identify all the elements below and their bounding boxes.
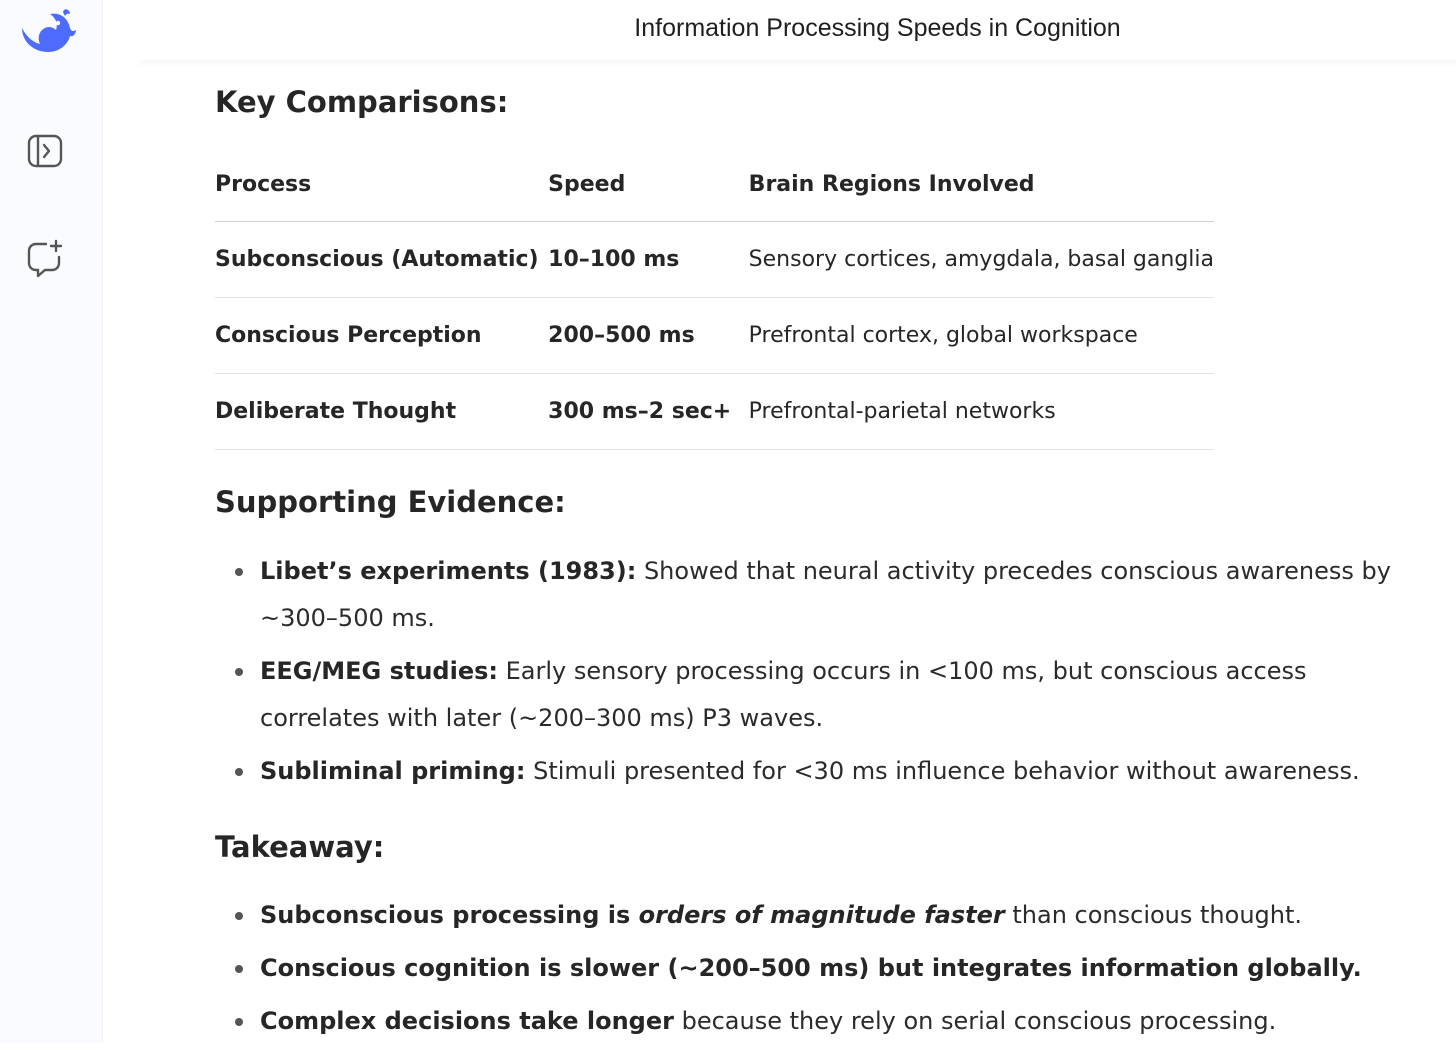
heading-takeaway: Takeaway: [215, 830, 385, 864]
table-cell: Subconscious (Automatic) [215, 222, 548, 298]
whale-logo-icon[interactable] [16, 6, 78, 56]
table-cell: Prefrontal cortex, global workspace [749, 298, 1214, 374]
list-item-bold-italic: orders of magnitude faster [638, 901, 1005, 929]
list-item-bold: EEG/MEG studies: [260, 657, 498, 685]
top-bar [103, 0, 1456, 60]
table-cell: Prefrontal-parietal networks [749, 374, 1214, 450]
new-chat-icon[interactable] [24, 237, 66, 279]
table-row [215, 222, 1214, 298]
list-item-text: because they rely on serial conscious processing. [673, 1007, 1277, 1035]
list-item [233, 548, 1433, 642]
table-header-row [215, 148, 1214, 222]
list-item-text: than conscious thought. [1004, 901, 1303, 929]
list-item-text: Showed that neural activity precedes conscious awareness by ~300–500 ms. [260, 557, 1391, 632]
table-header: Process [215, 148, 548, 222]
evidence-list [233, 548, 1433, 801]
list-item [233, 748, 1433, 795]
list-item [233, 945, 1433, 992]
heading-supporting-evidence: Supporting Evidence: [215, 485, 566, 519]
sidebar [0, 0, 103, 1043]
list-item [233, 892, 1433, 939]
page-title: Information Processing Speeds in Cognition [634, 14, 1121, 42]
list-item-bold: Conscious cognition is slower (~200–500 ms) but integrates information globally. [260, 954, 1362, 982]
table-cell: 300 ms–2 sec+ [548, 374, 749, 450]
sidebar-toggle-icon[interactable] [24, 130, 66, 172]
table-row [215, 374, 1214, 450]
list-item-text: Stimuli presented for <30 ms influence behavior without awareness. [525, 757, 1360, 785]
table-cell: Deliberate Thought [215, 374, 548, 450]
table-row [215, 298, 1214, 374]
list-item-text: Early sensory processing occurs in <100 ms, but conscious access correlates with later (~200–300 ms) P3 waves. [260, 657, 1307, 732]
list-item-bold: Subconscious processing is [260, 901, 639, 929]
table-cell: Conscious Perception [215, 298, 548, 374]
list-item-bold: Complex decisions take longer [260, 1007, 674, 1035]
takeaway-list [233, 892, 1433, 1051]
list-item [233, 998, 1433, 1045]
table-cell: 10–100 ms [548, 222, 749, 298]
table-header: Brain Regions Involved [749, 148, 1214, 222]
list-item-bold: Libet’s experiments (1983): [260, 557, 637, 585]
top-bar-shadow [140, 60, 1456, 68]
list-item-bold: Subliminal priming: [260, 757, 526, 785]
table-header: Speed [548, 148, 749, 222]
heading-key-comparisons: Key Comparisons: [215, 85, 509, 119]
list-item [233, 648, 1433, 742]
comparison-table [215, 148, 1214, 450]
table-cell: 200–500 ms [548, 298, 749, 374]
table-cell: Sensory cortices, amygdala, basal ganglia [749, 222, 1214, 298]
